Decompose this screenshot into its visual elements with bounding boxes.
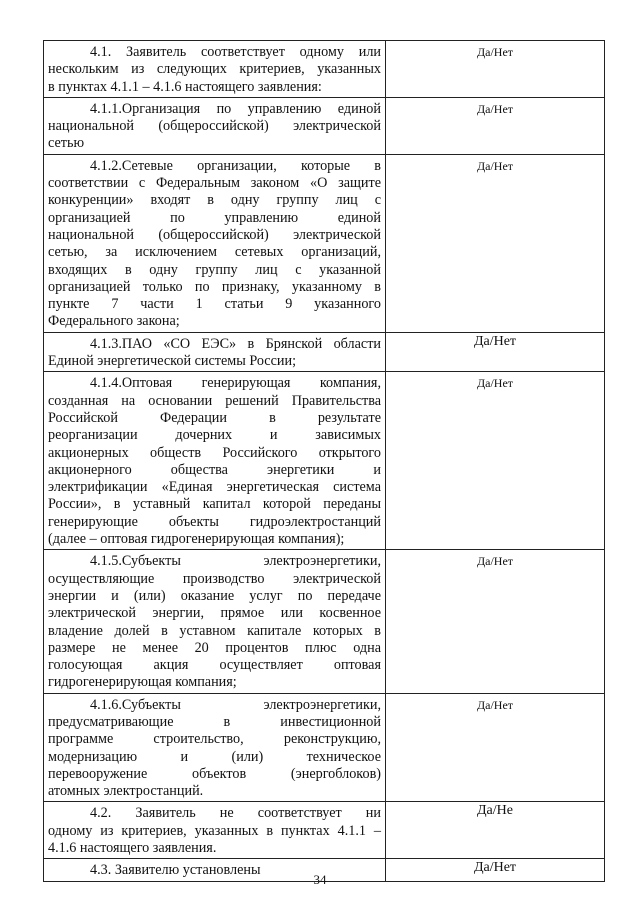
criterion-text-line: размере не менее 20 процентов плюс одна [48,639,381,656]
criterion-text-line: 4.1.3.ПАО «СО ЕЭС» в Брянской области [90,335,381,352]
criterion-text-line: голосующая акция осуществляет оптовая [48,657,381,674]
table-row [44,97,605,154]
criterion-text-line: Федерального закона; [48,313,180,330]
criterion-text-line: соответствии с Федеральным законом «О защите [48,175,381,192]
criterion-text-line: реорганизации дочерних и зависимых [48,427,381,444]
criterion-4-1-4 [48,375,381,548]
criterion-text-line: электрической энергии, прямое или косвенное [48,605,381,622]
criterion-4-1 [48,44,381,96]
criterion-text-line: предусматривающие в инвестиционной [48,713,381,730]
answer-yes-no[interactable]: Да/Нет [476,697,514,712]
criterion-text-line: сетью [48,135,85,152]
criterion-text-cell [44,550,386,693]
criterion-text-line: осуществляющие производство электрической [48,570,381,587]
answer-cell [386,802,605,859]
criterion-text-line: перевооружение объектов (энергоблоков) [48,765,381,782]
criterion-text-line: пункте 7 части 1 статьи 9 указанного [48,296,381,313]
criterion-text-line: национальной (общероссийской) электрической [48,226,381,243]
answer-yes-no[interactable]: Да/Нет [476,101,514,116]
page-number: 34 [313,872,327,887]
criterion-text-line: программе строительство, реконструкцию, [48,731,381,748]
answer-cell [386,550,605,693]
criterion-text-line: одному из критериев, указанных в пунктах 4.1.1 – [48,822,381,839]
criterion-text-cell [44,802,386,859]
criterion-text-cell [44,693,386,802]
answer-yes-no[interactable]: Да/Нет [476,45,514,59]
criterion-text-line: нескольким из следующих критериев, указанных [48,61,381,78]
criterion-text-line: 4.1. Заявитель соответствует одному или [90,44,381,60]
criterion-text-line: национальной (общероссийской) электрической [48,118,381,135]
criterion-text-line: акционерных обществ Российского открытого [48,444,381,461]
criterion-4-1-3 [48,336,381,371]
criterion-text-line: (далее – оптовая гидрогенерирующая компания); [48,531,345,548]
answer-cell [386,693,605,802]
answer-cell [386,97,605,154]
criterion-text-line: 4.1.2.Сетевые организации, которые в [90,157,381,174]
criterion-text-line: электрификации «Единая энергетическая система [48,479,381,496]
answer-cell [386,372,605,550]
criterion-text-line: модернизацию и (или) техническое [48,748,381,765]
criterion-text-line: в пунктах 4.1.1 – 4.1.6 настоящего заявления: [48,78,322,95]
criterion-text-line: конкуренции» входят в одну группу лиц с [48,192,381,209]
criterion-text-line: входящих в одну группу лиц с указанной [48,261,381,278]
criterion-text-line: России», в уставный капитал которой переданы [48,496,381,513]
criterion-text-line: созданная на основании решений Правительства [48,392,381,409]
criterion-text-line: 4.1.6 настоящего заявления. [48,840,217,857]
criterion-4-2 [48,805,381,857]
criterion-text-line: генерирующие объекты гидроэлектростанций [48,513,381,530]
criterion-text-line: 4.2. Заявитель не соответствует ни [90,805,381,822]
table-row [44,372,605,550]
answer-cell [386,41,605,98]
answer-yes-no[interactable]: Да/Нет [473,860,517,876]
criterion-text-cell [44,372,386,550]
criterion-text-line: Российской Федерации в результате [48,409,381,426]
criterion-4-1-1 [48,101,381,153]
answer-yes-no[interactable]: Да/Нет [476,554,514,569]
table-row [44,550,605,693]
criterion-text-line: сетью, за исключением сетевых организаций, [48,244,381,261]
criterion-text-line: акционерного общества энергетики и [48,461,381,478]
criteria-table [43,40,605,882]
table-row [44,41,605,98]
criterion-text-cell [44,41,386,98]
table-row [44,332,605,372]
answer-yes-no[interactable]: Да/Нет [473,333,517,349]
criterion-text-line: энергии и (или) оказание услуг по передаче [48,587,381,604]
answer-cell [386,154,605,332]
answer-yes-no[interactable]: Да/Нет [476,158,514,173]
criteria-table-body [44,41,605,882]
criterion-text-line: владение долей в уставном капитале которых в [48,622,381,639]
criterion-text-line: атомных электростанций. [48,783,204,800]
criterion-text-cell [44,154,386,332]
table-row [44,802,605,859]
table-row [44,154,605,332]
criterion-text-line: 4.1.6.Субъекты электроэнергетики, [90,696,381,713]
criterion-4-1-6 [48,697,381,801]
criterion-text-line: организацией по управлению единой [48,209,381,226]
criterion-4-1-2 [48,158,381,331]
criterion-text-line: организацией только по признаку, указанному в [48,278,381,295]
criterion-text-line: 4.1.1.Организация по управлению единой [90,100,381,117]
criterion-text-cell [44,97,386,154]
criterion-text-line: 4.1.5.Субъекты электроэнергетики, [90,553,381,570]
criterion-text-line: гидрогенерирующая компания; [48,674,237,691]
criterion-text-cell [44,332,386,372]
answer-cell [386,332,605,372]
criterion-text-line: Единой энергетической системы России; [48,353,297,370]
answer-yes-no[interactable]: Да/Нет [476,376,514,391]
table-row [44,693,605,802]
criterion-text-line: 4.1.4.Оптовая генерирующая компания, [90,375,381,392]
criterion-text-line: 4.3. Заявителю установлены [90,862,261,879]
answer-yes-no[interactable]: Да/Не [477,803,513,819]
criterion-4-1-5 [48,553,381,691]
